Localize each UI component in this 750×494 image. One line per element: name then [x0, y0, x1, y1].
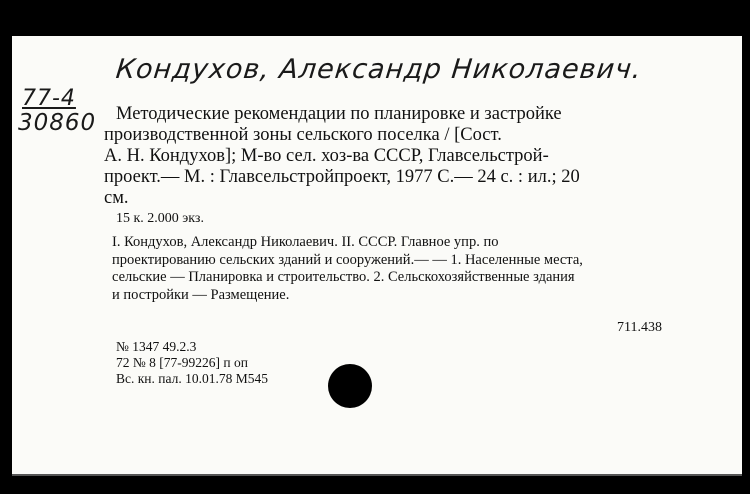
technical-data [116, 339, 268, 387]
title-line-4: проект.— М. : Главсельстройпроект, 1977 С.— 24 с. : ил.; 20 [104, 167, 580, 187]
title-block [104, 104, 664, 209]
tracing-line-2: проектированию сельских зданий и сооружений.— — 1. Населенные места, [112, 251, 583, 268]
udc-number: 711.438 [617, 320, 662, 335]
title-line-2: производственной зоны сельского поселка / [Сост. [104, 125, 502, 145]
tracings [112, 234, 660, 304]
tracing-line-1: I. Кондухов, Александр Николаевич. II. СССР. Главное упр. по [112, 234, 499, 250]
shelf-mark-1: 77-4 [22, 86, 76, 111]
tech-line-2: 72 № 8 [77-99226] п оп [116, 355, 248, 370]
tech-line-3: Вс. кн. пал. 10.01.78 М545 [116, 371, 268, 386]
shelf-mark-2: 30860 [18, 110, 97, 136]
catalog-card [12, 36, 742, 476]
tracing-line-3: сельские — Планировка и строительство. 2. Сельскохозяйственные здания [112, 269, 575, 285]
card-bottom-edge [12, 474, 742, 476]
title-line-1: Методические рекомендации по планировке и застройке [116, 104, 562, 124]
circulation: 15 к. 2.000 экз. [116, 211, 204, 226]
title-line-5: см. [104, 188, 129, 208]
tracing-line-4: и постройки — Размещение. [112, 286, 290, 303]
ink-stamp-blot [328, 364, 372, 408]
tech-line-1: № 1347 49.2.3 [116, 339, 197, 354]
title-line-3: А. Н. Кондухов]; М-во сел. хоз-ва СССР, Главсельстрой- [104, 146, 549, 166]
handwritten-author: Кондухов, Александр Николаевич. [114, 54, 644, 85]
